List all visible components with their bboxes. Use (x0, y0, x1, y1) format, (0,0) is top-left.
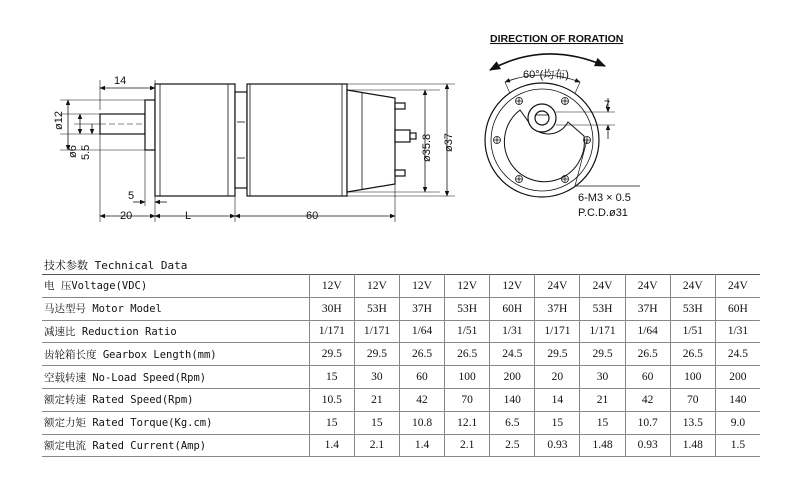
table-cell: 20 (535, 366, 580, 389)
front-outer-circle (485, 83, 599, 197)
motor-end-cap (347, 90, 395, 192)
table-cell: 0.93 (625, 434, 670, 457)
table-cell: 12V (399, 275, 444, 298)
dim-5-5-label: 5.5 (80, 144, 92, 160)
row-label: 马达型号 Motor Model (42, 297, 309, 320)
terminal-top (395, 103, 405, 109)
dim-35-8-label: ø35.8 (421, 133, 433, 162)
table-cell: 29.5 (535, 343, 580, 366)
terminal-middle (395, 130, 410, 142)
table-row (42, 320, 760, 343)
dim-6-label: ø6 (67, 145, 79, 158)
row-label: 减速比 Reduction Ratio (42, 320, 309, 343)
table-cell: 37H (399, 297, 444, 320)
table-cell: 14 (535, 388, 580, 411)
dim-60-label: 60 (306, 210, 319, 222)
table-cell: 2.1 (354, 434, 399, 457)
table-cell: 53H (354, 297, 399, 320)
table-cell: 21 (580, 388, 625, 411)
table-cell: 24V (715, 275, 760, 298)
table-cell: 24.5 (490, 343, 535, 366)
table-cell: 12V (490, 275, 535, 298)
table-cell: 1/171 (354, 320, 399, 343)
row-label: 额定力矩 Rated Torque(Kg.cm) (42, 411, 309, 434)
table-row (42, 366, 760, 389)
table-cell: 26.5 (445, 343, 490, 366)
row-label: 额定电流 Rated Current(Amp) (42, 434, 309, 457)
table-cell: 15 (580, 411, 625, 434)
table-cell: 12V (354, 275, 399, 298)
table-cell: 1/171 (535, 320, 580, 343)
row-label: 空载转速 No-Load Speed(Rpm) (42, 366, 309, 389)
table-caption: 技术参数 Technical Data (44, 259, 188, 272)
table-cell: 10.5 (309, 388, 354, 411)
table-cell: 24V (535, 275, 580, 298)
table-cell: 60 (625, 366, 670, 389)
table-cell: 70 (670, 388, 715, 411)
rotation-arrow (490, 54, 605, 70)
table-cell: 1/31 (715, 320, 760, 343)
table-cell: 24V (670, 275, 715, 298)
table-cell: 1/51 (670, 320, 715, 343)
table-cell: 30 (580, 366, 625, 389)
table-cell: 2.1 (445, 434, 490, 457)
table-cell: 12V (445, 275, 490, 298)
pcd-label: P.C.D.ø31 (578, 207, 628, 219)
table-cell: 60 (399, 366, 444, 389)
table-cell: 42 (399, 388, 444, 411)
table-cell: 200 (490, 366, 535, 389)
table-cell: 1/64 (625, 320, 670, 343)
table-cell: 29.5 (354, 343, 399, 366)
table-cell: 24.5 (715, 343, 760, 366)
table-cell: 140 (490, 388, 535, 411)
row-label: 电 压Voltage(VDC) (42, 275, 309, 298)
table-cell: 26.5 (625, 343, 670, 366)
table-cell: 37H (625, 297, 670, 320)
table-cell: 1/31 (490, 320, 535, 343)
table-cell: 30H (309, 297, 354, 320)
dim-L-label: L (185, 210, 192, 222)
table-row (42, 388, 760, 411)
table-cell: 70 (445, 388, 490, 411)
table-cell: 1/171 (580, 320, 625, 343)
coupling-ring (235, 92, 247, 188)
table-cell: 29.5 (580, 343, 625, 366)
table-cell: 53H (580, 297, 625, 320)
table-cell: 1.4 (399, 434, 444, 457)
table-cell: 15 (309, 411, 354, 434)
table-cell: 1.5 (715, 434, 760, 457)
table-cell: 2.5 (490, 434, 535, 457)
table-cell: 53H (445, 297, 490, 320)
dim-5-label: 5 (128, 190, 135, 202)
table-row (42, 297, 760, 320)
table-cell: 53H (670, 297, 715, 320)
terminal-bottom (395, 170, 405, 176)
table-row (42, 343, 760, 366)
table-cell: 60H (490, 297, 535, 320)
technical-data-table (42, 274, 760, 457)
table-cell: 12.1 (445, 411, 490, 434)
dim-12-label: ø12 (53, 111, 65, 130)
table-cell: 29.5 (309, 343, 354, 366)
table-cell: 24V (580, 275, 625, 298)
table-cell: 15 (535, 411, 580, 434)
table-cell: 30 (354, 366, 399, 389)
table-cell: 26.5 (399, 343, 444, 366)
table-cell: 10.7 (625, 411, 670, 434)
table-cell: 15 (309, 366, 354, 389)
bearing-boss (145, 100, 155, 150)
table-cell: 42 (625, 388, 670, 411)
table-cell: 1/171 (309, 320, 354, 343)
table-cell: 10.8 (399, 411, 444, 434)
table-cell: 13.5 (670, 411, 715, 434)
dim-37-label: ø37 (443, 133, 455, 152)
table-cell: 200 (715, 366, 760, 389)
table-cell: 24V (625, 275, 670, 298)
table-cell: 37H (535, 297, 580, 320)
table-cell: 100 (445, 366, 490, 389)
table-cell: 100 (670, 366, 715, 389)
gearbox-body (155, 84, 235, 196)
screw-spec-label: 6-M3 × 0.5 (578, 192, 631, 204)
motor-body (247, 84, 347, 196)
table-row (42, 411, 760, 434)
table-cell: 12V (309, 275, 354, 298)
side-view (60, 80, 455, 222)
table-cell: 1.48 (580, 434, 625, 457)
table-cell: 15 (354, 411, 399, 434)
table-cell: 140 (715, 388, 760, 411)
table-row (42, 275, 760, 298)
row-label: 额定转速 Rated Speed(Rpm) (42, 388, 309, 411)
table-cell: 21 (354, 388, 399, 411)
table-cell: 6.5 (490, 411, 535, 434)
dim-20-label: 20 (120, 210, 133, 222)
direction-title: DIRECTION OF RORATION (490, 33, 624, 45)
table-cell: 1/51 (445, 320, 490, 343)
table-cell: 0.93 (535, 434, 580, 457)
dim-7-label: 7 (604, 99, 611, 111)
table-cell: 9.0 (715, 411, 760, 434)
table-cell: 1.48 (670, 434, 715, 457)
angle-label: 60°(均布) (523, 69, 569, 81)
table-row (42, 434, 760, 457)
table-cell: 60H (715, 297, 760, 320)
table-cell: 1/64 (399, 320, 444, 343)
table-cell: 26.5 (670, 343, 715, 366)
row-label: 齿轮箱长度 Gearbox Length(mm) (42, 343, 309, 366)
table-cell: 1.4 (309, 434, 354, 457)
dim-14-label: 14 (114, 75, 127, 87)
